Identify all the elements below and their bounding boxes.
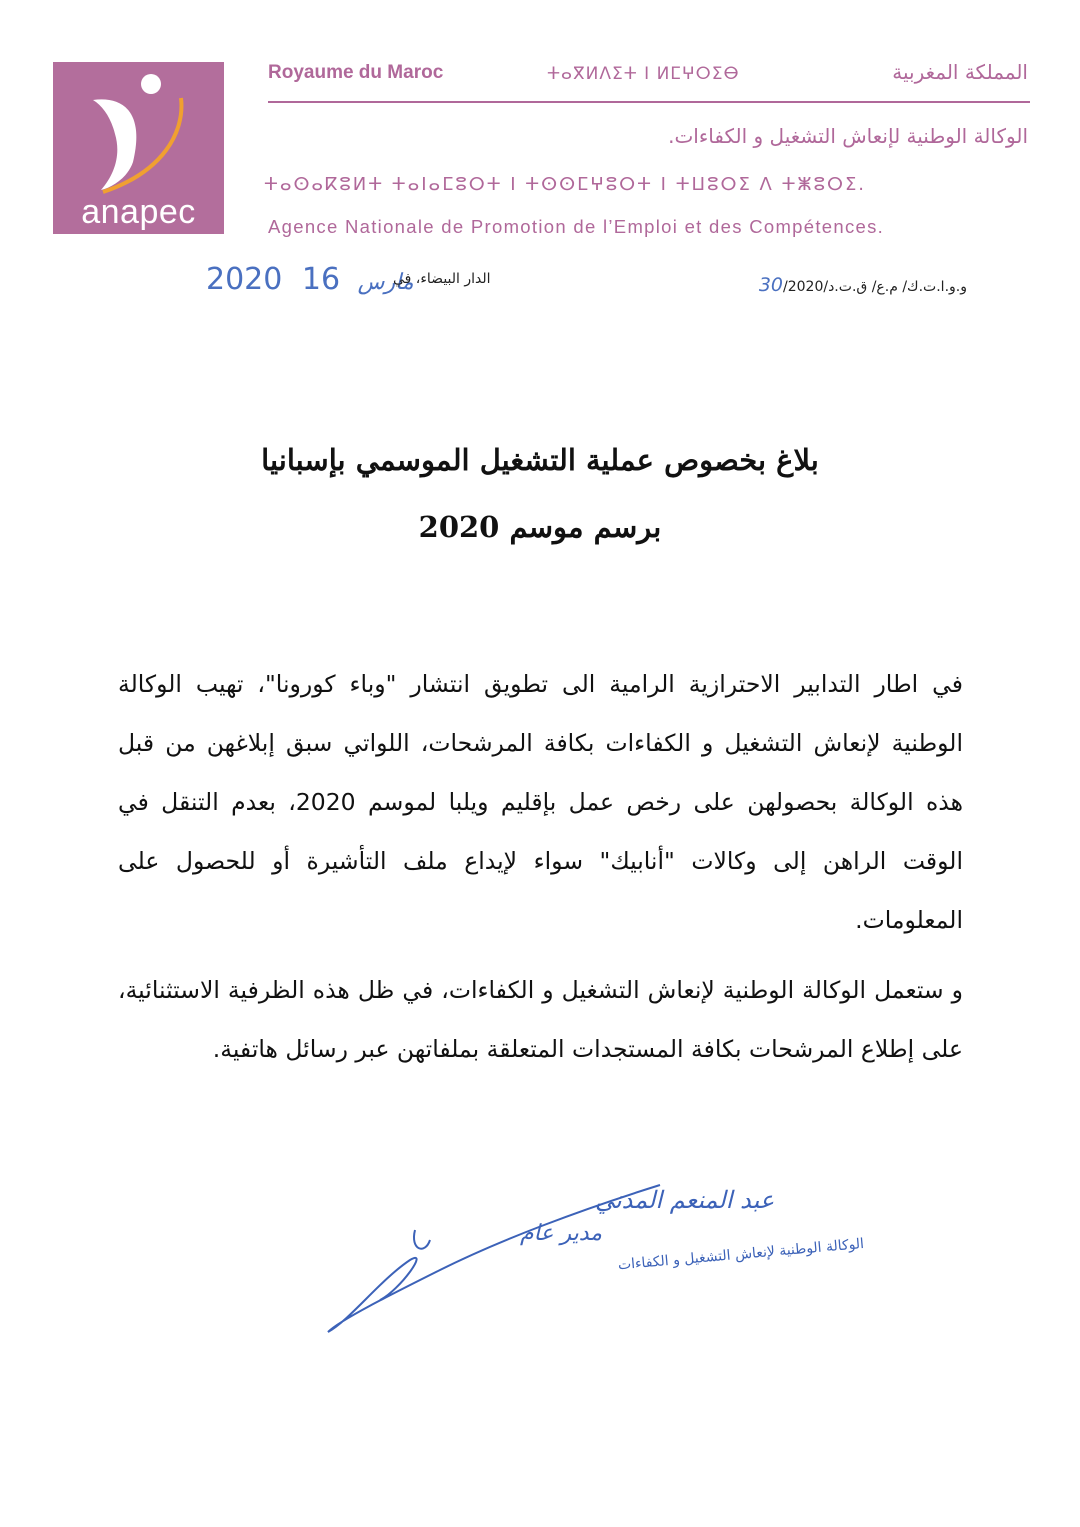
- logo-text: anapec: [81, 193, 196, 231]
- country-name-ar: المملكة المغربية: [892, 60, 1028, 84]
- signature: [320, 1170, 865, 1340]
- stamp-day: 16: [301, 262, 341, 297]
- signature-name: عبد المنعم المدني: [595, 1186, 775, 1214]
- header-divider: [268, 101, 1030, 103]
- country-name-tifinagh: ⵜⴰⴳⵍⴷⵉⵜ ⵏ ⵍⵎⵖⵔⵉⴱ: [547, 64, 740, 84]
- reference-prefix: و.و.ا.ت.ك/ م.ع/ ق.ت.د/: [823, 279, 967, 295]
- document-title: بلاغ بخصوص عملية التشغيل الموسمي بإسبانيا: [261, 443, 819, 477]
- signature-role: مدير عام: [520, 1221, 603, 1246]
- agency-name-tifinagh: ⵜⴰⵙⴰⴽⵓⵍⵜ ⵜⴰⵏⴰⵎⵓⵔⵜ ⵏ ⵜⵙⵙⵎⵖⵓⵔⵜ ⵏ ⵜⵡⵓⵔⵉ ⴷ ⵜⵥⵓⵔⵉ.: [264, 174, 867, 195]
- body-paragraph-2: و ستعمل الوكالة الوطنية لإنعاش التشغيل و الكفاءات، في ظل هذه الظرفية الاستثنائية، على إطلاع المرشحات بكافة المستجدات المتعلقة بملفاتهن عبر رسائل هاتفية.: [118, 976, 963, 1063]
- place-label: الدار البيضاء، في: [393, 271, 491, 287]
- country-name-fr: Royaume du Maroc: [268, 62, 444, 83]
- signature-flourish: [414, 1230, 430, 1249]
- anapec-logo: [53, 62, 224, 234]
- reference-year: /2020: [783, 279, 824, 295]
- document-subtitle: برسم موسم 2020: [418, 510, 662, 544]
- stamp-year: 2020: [206, 262, 283, 297]
- agency-name-ar: الوكالة الوطنية لإنعاش التشغيل و الكفاءات.: [668, 124, 1028, 148]
- body-paragraph-1: في اطار التدابير الاحترازية الرامية الى تطويق انتشار "وباء كورونا"، تهيب الوكالة الوطنية لإنعاش التشغيل و الكفاءات بكافة المرشحات، اللواتي سبق إبلاغهن من قبل هذه الوكالة بحصولهن على رخص عمل بإقليم ويلبا لموسم 2020، بعدم التنقل في الوقت الراهن إلى وكالات "أنابيك" سواء لإيداع ملف التأشيرة أو للحصول على المعلومات.: [118, 670, 963, 934]
- date-stamp: [206, 262, 414, 297]
- stamp-month: مارس: [357, 270, 414, 295]
- signature-stamp: الوكالة الوطنية لإنعاش التشغيل و الكفاءات: [617, 1235, 865, 1274]
- agency-name-fr: Agence Nationale de Promotion de l’Emploi et des Compétences.: [268, 216, 885, 237]
- reference-handwritten-number: 30: [758, 274, 783, 296]
- reference-number: [759, 274, 967, 296]
